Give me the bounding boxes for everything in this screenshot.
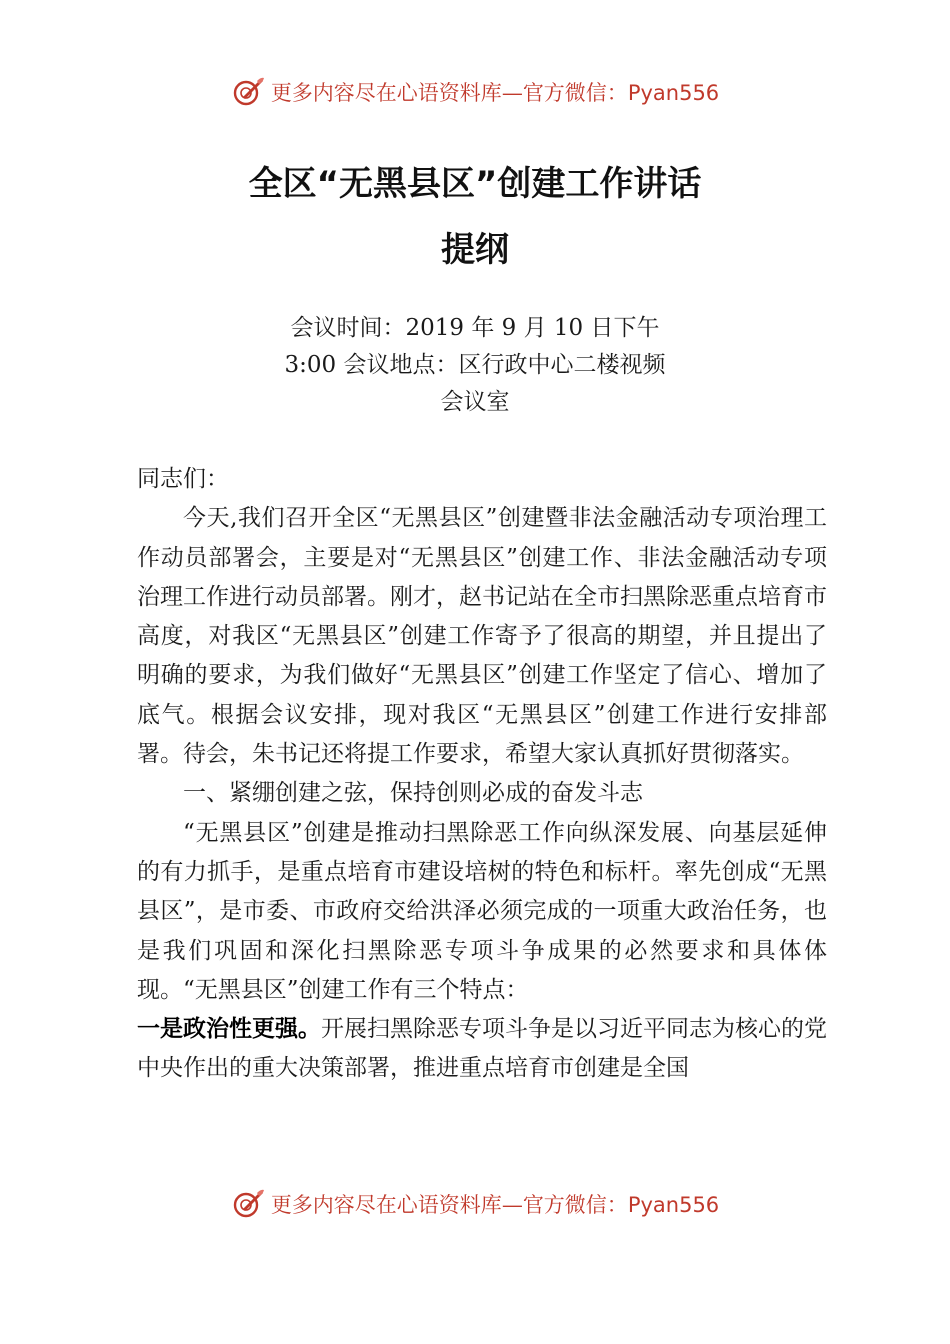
paragraph-intro: 今天,我们召开全区“无黑县区”创建暨非法金融活动专项治理工作动员部署会，主要是对“无黑县区”创建工作、非法金融活动专项治理工作进行动员部署。刚才，赵书记站在全市扫黑除恶重点培育市高度，对我区“无黑县区”创建工作寄予了很高的期望，并且提出了明确的要求，为我们做好“无黑县区”创建工作坚定了信心、增加了底气。根据会议安排，现对我区“无黑县区”创建工作进行安排部署。待会，朱书记还将提工作要求，希望大家认真抓好贯彻落实。 [137,505,827,768]
meeting-info [0,310,950,421]
paragraph-creation: “无黑县区”创建是推动扫黑除恶工作向纵深发展、向基层延伸的有力抓手，是重点培育市建设培树的特色和标杆。率先创成“无黑县区”，是市委、市政府交给洪泽必须完成的一项重大政治任务，也是我们巩固和深化扫黑除恶专项斗争成果的必然要求和具体体现。“无黑县区”创建工作有三个特点： [137,819,827,1003]
document-title-line2: 提纲 [441,230,509,270]
meeting-info-line1: 会议时间：2019 年 9 月 10 日下午 [290,315,660,341]
meeting-info-line2: 3:00 会议地点：区行政中心二楼视频 [284,352,666,378]
salutation: 同志们： [137,466,229,492]
watermark-text [271,1189,719,1219]
paragraph-feature-1 [137,1010,827,1089]
watermark-header [0,72,950,112]
feature-1-text: 开展扫黑除恶专项斗争是以习近平同志为核心的党中央作出的重大决策部署，推进重点培育市创建是全国 [137,1016,827,1082]
watermark-footer [0,1184,950,1224]
watermark-wechat-id: Pyan556 [627,81,720,105]
watermark-main-text: 更多内容尽在心语资料库 [270,1193,502,1217]
meeting-info-line3: 会议室 [440,389,510,415]
watermark-separator: — [501,1193,523,1217]
watermark-wechat-label: 官方微信： [522,81,628,105]
feature-1-lead: 一是政治性更强。 [137,1016,321,1043]
document-title-line1: 全区“无黑县区”创建工作讲话 [248,164,702,204]
watermark-separator: — [501,81,523,105]
watermark-main-text: 更多内容尽在心语资料库 [270,81,502,105]
watermark-wechat-id: Pyan556 [627,1193,720,1217]
watermark-text [271,77,719,107]
quill-logo-icon [231,75,265,109]
document-body [137,460,827,1089]
watermark-wechat-label: 官方微信： [522,1193,628,1217]
section-heading-1: 一、紧绷创建之弦，保持创则必成的奋发斗志 [183,780,643,807]
quill-logo-icon [231,1187,265,1221]
